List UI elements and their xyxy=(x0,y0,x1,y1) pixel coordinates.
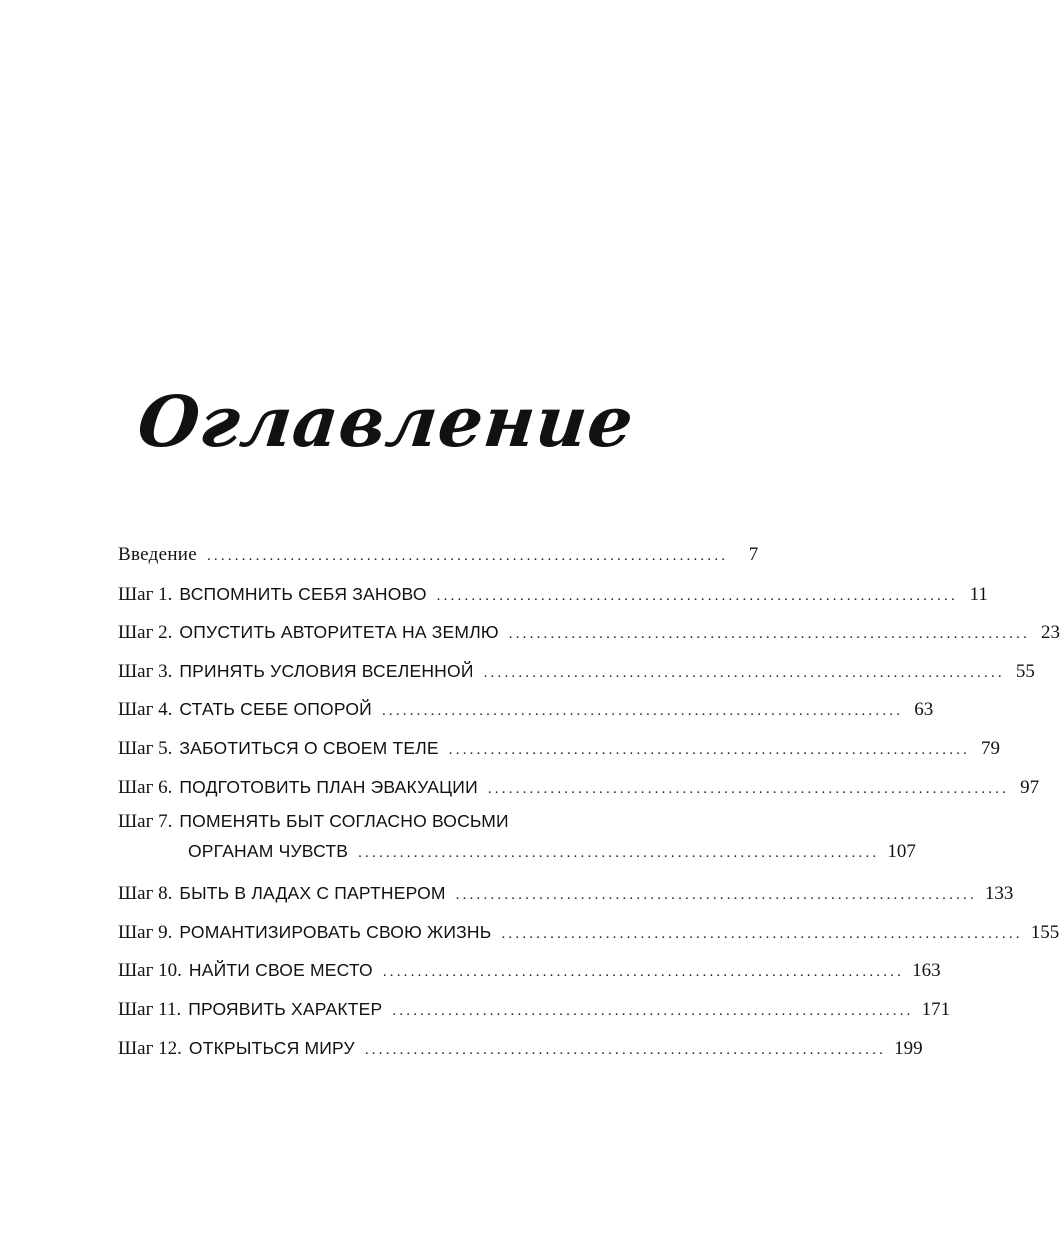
dot-leader: ........................................................................... xyxy=(364,1041,887,1058)
toc-entry-step-7-continued[interactable] xyxy=(118,836,916,874)
dot-leader: ........................................................................... xyxy=(455,887,977,904)
toc-entry-page: 163 xyxy=(912,960,941,982)
toc-entry-title: ПОДГОТОВИТЬ ПЛАН ЭВАКУАЦИИ xyxy=(179,776,478,797)
toc-entry-step-3[interactable] xyxy=(118,652,1035,691)
dot-leader: ........................................................................... xyxy=(483,664,1005,681)
toc-entry-step: Шаг 3. xyxy=(118,660,173,682)
dot-leader: ........................................................................... xyxy=(382,964,905,981)
toc-entry-page: 171 xyxy=(921,998,951,1020)
toc-entry-step-6[interactable] xyxy=(118,768,1040,807)
toc-entry-step: Шаг 12. xyxy=(118,1037,182,1059)
toc-entry-page: 11 xyxy=(969,583,988,605)
dot-leader: ........................................................................... xyxy=(392,1002,914,1019)
toc-entry-step: Шаг 2. xyxy=(118,622,173,644)
toc-entry-title: ОПУСТИТЬ АВТОРИТЕТА НА ЗЕМЛЮ xyxy=(179,622,499,643)
toc-entry-page: 97 xyxy=(1020,776,1040,798)
toc-entry-title-line-1: ПОМЕНЯТЬ БЫТ СОГЛАСНО ВОСЬМИ xyxy=(179,811,509,832)
toc-entry-step-5[interactable] xyxy=(118,729,1001,768)
toc-entry-step-11[interactable] xyxy=(118,990,951,1029)
dot-leader: ........................................................................... xyxy=(487,780,1010,797)
toc-entry-title: ПРОЯВИТЬ ХАРАКТЕР xyxy=(188,998,383,1019)
toc-entry-title-line-2: ОРГАНАМ ЧУВСТВ xyxy=(188,841,349,862)
toc-entry-step: Шаг 9. xyxy=(118,921,173,943)
toc-entry-step: Шаг 4. xyxy=(118,699,173,721)
toc-entry-step-2[interactable] xyxy=(118,613,1060,652)
page-title: Оглавление xyxy=(134,380,638,463)
toc-entry-step-10[interactable] xyxy=(118,951,941,990)
toc-entry-step: Шаг 11. xyxy=(118,998,182,1020)
toc-entry-title: ОТКРЫТЬСЯ МИРУ xyxy=(188,1037,355,1058)
dot-leader: ........................................................................... xyxy=(381,703,904,720)
toc-entry-title: НАЙТИ СВОЕ МЕСТО xyxy=(188,960,373,981)
dot-leader: ........................................................................... xyxy=(436,587,958,604)
dot-leader: ........................................................................... xyxy=(358,845,880,862)
toc-entry-title: Введение xyxy=(118,544,197,565)
toc-entry-title: СТАТЬ СЕБЕ ОПОРОЙ xyxy=(179,699,372,720)
toc-entry-page: 55 xyxy=(1015,660,1035,682)
toc-entry-title: БЫТЬ В ЛАДАХ С ПАРТНЕРОМ xyxy=(179,883,446,904)
toc-entry-page: 23 xyxy=(1041,622,1060,644)
toc-entry-step-12[interactable] xyxy=(118,1029,923,1068)
toc-entry-step: Шаг 1. xyxy=(118,583,173,605)
dot-leader: ........................................................................... xyxy=(448,741,971,758)
toc-entry-step-1[interactable] xyxy=(118,575,988,614)
toc-entry-title: ЗАБОТИТЬСЯ О СВОЕМ ТЕЛЕ xyxy=(179,737,439,758)
toc-entry-page: 7 xyxy=(748,544,759,565)
toc-entry-page: 79 xyxy=(981,737,1001,759)
dot-leader: ........................................................................... xyxy=(508,626,1031,643)
toc-entry-step: Шаг 6. xyxy=(118,776,173,798)
toc-entry-title: ВСПОМНИТЬ СЕБЯ ЗАНОВО xyxy=(179,583,427,604)
toc-entry-intro[interactable] xyxy=(118,536,759,575)
toc-entry-step-9[interactable] xyxy=(118,913,1060,952)
dot-leader: ........................................................................... xyxy=(501,925,1023,942)
dot-leader: ........................................................................... xyxy=(206,548,729,564)
toc-entry-page: 133 xyxy=(984,883,1014,905)
toc-entry-title: ПРИНЯТЬ УСЛОВИЯ ВСЕЛЕННОЙ xyxy=(179,660,474,681)
toc-entry-step: Шаг 7. xyxy=(118,811,173,833)
toc-entry-step: Шаг 8. xyxy=(118,883,173,905)
table-of-contents xyxy=(118,536,1060,1067)
toc-entry-page: 107 xyxy=(887,841,916,863)
toc-entry-page: 155 xyxy=(1030,921,1060,943)
toc-entry-step-8[interactable] xyxy=(118,874,1014,913)
toc-entry-step-4[interactable] xyxy=(118,690,934,729)
toc-entry-title: РОМАНТИЗИРОВАТЬ СВОЮ ЖИЗНЬ xyxy=(179,921,492,942)
toc-entry-page: 63 xyxy=(914,699,934,721)
toc-entry-step-7[interactable] xyxy=(118,806,650,836)
toc-entry-step: Шаг 10. xyxy=(118,960,182,982)
toc-entry-page: 199 xyxy=(894,1037,923,1059)
toc-entry-step: Шаг 5. xyxy=(118,737,173,759)
